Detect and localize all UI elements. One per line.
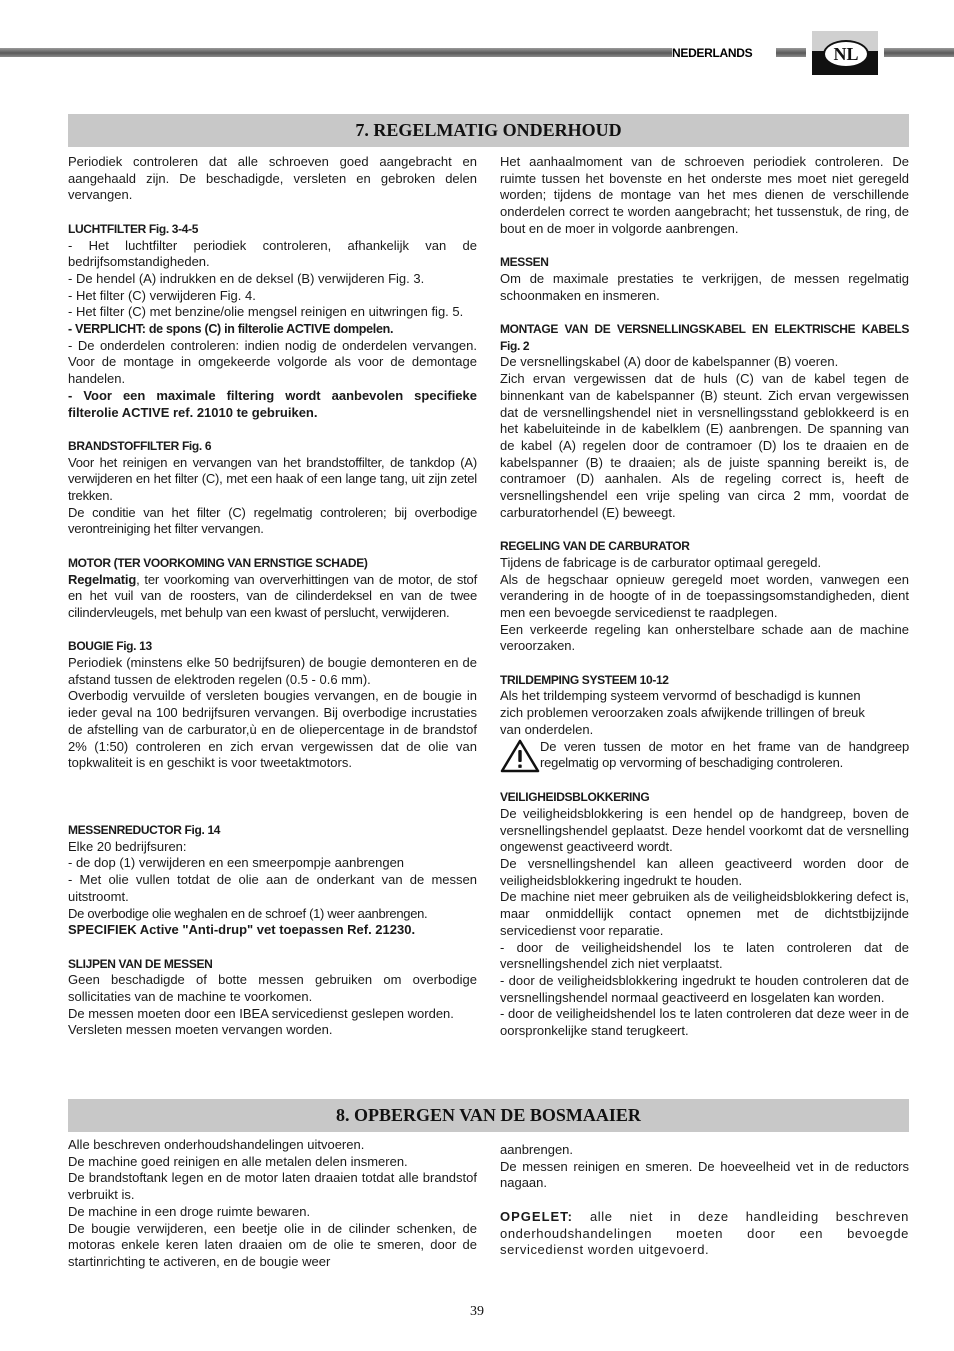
opbergen-paragraph: De bougie verwijderen, een beetje olie in de cilinder schenken, de motoras enkele keren laten draaien om de olie te smeren, door de startinrichting te activeren, en de bougie weer bbox=[68, 1220, 477, 1269]
luchtfilter-line: - De onderdelen controleren: indien nodig de onderdelen vervangen. Voor de montage in omgekeerde volgorde als voor de demontage handelen. bbox=[68, 337, 477, 387]
opgelet-paragraph bbox=[500, 1209, 909, 1259]
language-label: NEDERLANDS bbox=[672, 46, 753, 60]
section-8-left-column bbox=[68, 1137, 477, 1271]
opbergen-paragraph: aanbrengen. bbox=[500, 1142, 574, 1157]
opbergen-paragraph: De machine in een droge ruimte bewaren. bbox=[68, 1203, 311, 1219]
opgelet-label: OPGELET: bbox=[500, 1208, 574, 1224]
messenreductor-line: De overbodige olie weghalen en de schroef (1) weer aanbrengen. bbox=[68, 905, 428, 921]
brandstoffilter-paragraph: Voor het reinigen en vervangen van het brandstoffilter, de tankdop (A) verwijderen en het filter (C), met een haak of een lange tang, uit zijn zetel trekken. bbox=[68, 454, 477, 504]
luchtfilter-mandatory: - VERPLICHT: de spons (C) in filterolie ACTIVE dompelen. bbox=[68, 322, 394, 337]
veiligheid-check: - door de veiligheidshendel los te laten controleren dat de versnellingshendel zich niet verplaatst. bbox=[500, 939, 909, 972]
slijpen-paragraph: Versleten messen moeten vervangen worden. bbox=[68, 1022, 333, 1038]
page-number: 39 bbox=[470, 1304, 484, 1319]
motor-lead: Regelmatig bbox=[68, 571, 137, 587]
motor-paragraph bbox=[68, 572, 477, 622]
veiligheid-paragraph: De machine niet meer gebruiken als de veiligheidsblokkering defect is, maar onmiddellijk contact opnemen met de dichtstbijzijnde servicedienst voor reparatie. bbox=[500, 889, 909, 938]
luchtfilter-line: - Het filter (C) verwijderen Fig. 4. bbox=[68, 287, 256, 303]
trildemping-warning-text: De veren tussen de motor en het frame van de handgreep regelmatig op vervorming of beschadiging controleren. bbox=[540, 738, 909, 771]
section-7-title: 7. REGELMATIG ONDERHOUD bbox=[68, 114, 909, 147]
motor-heading: MOTOR (TER VOORKOMING VAN ERNSTIGE SCHADE) bbox=[68, 555, 368, 570]
luchtfilter-recommendation: - Voor een maximale filtering wordt aanbevolen specifieke filterolie ACTIVE ref. 21010 te gebruiken. bbox=[68, 387, 477, 420]
messenreductor-heading: MESSENREDUCTOR Fig. 14 bbox=[68, 823, 221, 838]
messenreductor-grease-spec: SPECIFIEK Active "Anti-drup" vet toepassen Ref. 21230. bbox=[68, 922, 416, 938]
trildemping-warning bbox=[500, 739, 909, 773]
messenreductor-line: Elke 20 bedrijfsuren: bbox=[68, 838, 187, 854]
veiligheid-heading: VEILIGHEIDSBLOKKERING bbox=[500, 790, 650, 805]
veiligheid-check: - door de veiligheidsblokkering ingedrukt te houden controleren dat de versnellingshendel normaal geactiveerd en losgelaten kan worden. bbox=[500, 972, 909, 1005]
brandstoffilter-paragraph: De conditie van het filter (C) regelmatig controleren; bij overbodige verontreiniging het filter vervangen. bbox=[68, 504, 477, 537]
montage-paragraph: Zich ervan vergewissen dat de huls (C) van de kabel tegen de binnenkant van de kabelspanner (B) steunt. Zich ervan vergewissen dat de versnellingshendel niet in versnellingsstand geblokkeerd is en het kabeluiteinde in de kabelklem (E) aanbrengen. De spanning van de kabel (A) regelen door de contramoer (D) los te draaien en de kabelspanner (B) te draaien; als de juiste spanning bereikt is, de contramoer (D) aanhalen. Als de regeling correct is, heeft de versnellingshendel een vrije speling van circa 2 mm, voordat de carburatorhendel (E) beweegt. bbox=[500, 371, 909, 520]
intro-paragraph: Periodiek controleren dat alle schroeven goed aangebracht en aangehaald zijn. De beschadigde, versleten en gebroken delen vervangen. bbox=[68, 154, 477, 203]
messen-paragraph: Om de maximale prestaties te verkrijgen, de messen regelmatig schoonmaken en insmeren. bbox=[500, 270, 909, 303]
carburator-paragraph: Tijdens de fabricage is de carburator optimaal geregeld. bbox=[500, 554, 822, 570]
slijpen-paragraph: Geen beschadigde of botte messen gebruiken om overbodige sollicitaties van de machine te voorkomen. bbox=[68, 972, 477, 1005]
slijpen-paragraph: De messen moeten door een IBEA servicedienst geslepen worden. bbox=[68, 1005, 454, 1021]
montage-paragraph: De versnellingskabel (A) door de kabelspanner (B) voeren. bbox=[500, 354, 839, 370]
section-8-right-column bbox=[500, 1142, 909, 1259]
bougie-heading: BOUGIE Fig. 13 bbox=[68, 639, 152, 654]
warning-triangle-icon bbox=[500, 739, 540, 773]
header-bar-right bbox=[884, 48, 954, 57]
opbergen-paragraph: De messen reinigen en smeren. De hoeveelheid vet in de reductors nagaan. bbox=[500, 1158, 909, 1191]
carburator-paragraph: Een verkeerde regeling kan onherstelbare schade aan de machine veroorzaken. bbox=[500, 621, 909, 654]
veiligheid-paragraph: De versnellingshendel kan alleen geactiveerd worden door de veiligheidsblokkering ingedrukt te houden. bbox=[500, 856, 909, 888]
bougie-paragraph: Periodiek (minstens elke 50 bedrijfsuren) de bougie demonteren en de afstand tussen de elektroden regelen (0.5 - 0.6 mm). bbox=[68, 655, 477, 687]
language-badge bbox=[812, 31, 878, 75]
carburator-paragraph: Als de hegschaar opnieuw geregeld moet worden, vanwegen een verandering in de hoogte of in de toepassingsomstandigheden, dient men een bevoegde servicedienst te raadplegen. bbox=[500, 571, 909, 620]
language-badge-code: NL bbox=[823, 40, 869, 68]
header-bar-middle bbox=[776, 48, 806, 57]
trildemping-heading: TRILDEMPING SYSTEEM 10-12 bbox=[500, 672, 669, 687]
veiligheid-paragraph: De veiligheidsblokkering is een hendel op de handgreep, boven de versnellingshendel geplaatst. Deze hendel voorkomt dat de versnelling ongewenst geactiveerd wordt. bbox=[500, 805, 909, 855]
messenreductor-line: - de dop (1) verwijderen en een smeerpompje aanbrengen bbox=[68, 855, 405, 871]
carburator-heading: REGELING VAN DE CARBURATOR bbox=[500, 539, 690, 554]
header-rule bbox=[0, 48, 954, 57]
section-7-right-column bbox=[500, 154, 909, 1040]
luchtfilter-line: - De hendel (A) indrukken en de deksel (B) verwijderen Fig. 3. bbox=[68, 270, 425, 286]
motor-text: , ter voorkoming van oververhittingen van de motor, de stof en het vuil van de roosters, van de cilinderdeksel en van de twee cilindervleugels, met behulp van een kwast of perslucht, verwijderen. bbox=[68, 571, 477, 620]
trildemping-paragraph: Als het trildemping systeem vervormd of beschadigd is kunnen zich problemen veroorzaken zoals afwijkende trillingen of breuk van onderdelen. bbox=[500, 688, 865, 737]
messen-heading: MESSEN bbox=[500, 255, 549, 270]
opbergen-paragraph: De brandstoftank legen en de motor laten draaien totdat alle brandstof verbruikt is. bbox=[68, 1170, 477, 1203]
brandstoffilter-heading: BRANDSTOFFILTER Fig. 6 bbox=[68, 438, 212, 453]
bougie-paragraph: Overbodig vervuilde of versleten bougies vervangen, en de bougie in ieder geval na 100 bedrijfsuren vervangen. Bij overbodige incrustaties de afstelling van de carburator,ù en de oliepercentage in de brandstof 2% (1:50) controleren en zich ervan vergewissen dat de olie van topkwaliteit is en geschikt is voor tweetaktmotors. bbox=[68, 688, 477, 771]
messenreductor-line: - Met olie vullen totdat de olie aan de onderkant van de messen uitstroomt. bbox=[68, 872, 477, 904]
opbergen-paragraph: De machine goed reinigen en alle metalen delen insmeren. bbox=[68, 1153, 408, 1169]
veiligheid-check: - door de veiligheidshendel los te laten controleren dat deze weer in de oorspronkelijke stand terugkeert. bbox=[500, 1006, 909, 1039]
header-bar-left bbox=[0, 48, 672, 57]
luchtfilter-line: - Het filter (C) met benzine/olie mengsel reinigen en uitwringen fig. 5. bbox=[68, 304, 464, 320]
section-8-title: 8. OPBERGEN VAN DE BOSMAAIER bbox=[68, 1099, 909, 1132]
slijpen-heading: SLIJPEN VAN DE MESSEN bbox=[68, 956, 213, 971]
schroeven-paragraph: Het aanhaalmoment van de schroeven periodiek controleren. De ruimte tussen het bovenste en het onderste mes moet niet geregeld worden; tijdens de montage van het mes dienen de verschillende onderdelen correct te worden aangebracht; het tussenstuk, de ring, de bout en de moer in volgorde aanbrengen. bbox=[500, 154, 909, 236]
section-7-left-column bbox=[68, 154, 477, 1039]
opbergen-paragraph: Alle beschreven onderhoudshandelingen uitvoeren. bbox=[68, 1137, 365, 1152]
montage-heading: MONTAGE VAN DE VERSNELLINGSKABEL EN ELEKTRISCHE KABELS Fig. 2 bbox=[500, 322, 909, 353]
luchtfilter-heading: LUCHTFILTER Fig. 3-4-5 bbox=[68, 221, 199, 236]
opgelet-text: alle niet in deze handleiding beschreven onderhoudshandelingen moeten door een bevoegde servicedienst worden uitgevoerd. bbox=[500, 1208, 909, 1258]
luchtfilter-line: - Het luchtfilter periodiek controleren, afhankelijk van de bedrijfsomstandigheden. bbox=[68, 237, 477, 270]
